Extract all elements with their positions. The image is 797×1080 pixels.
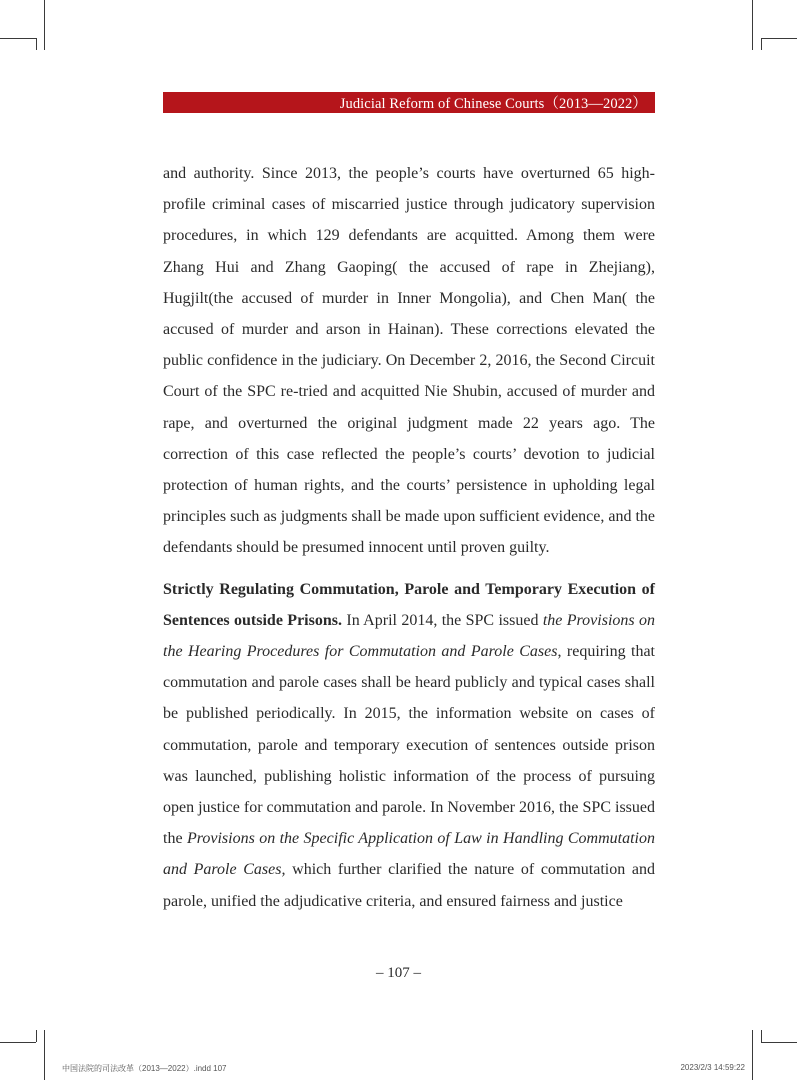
crop-mark xyxy=(0,38,36,39)
paragraph xyxy=(163,574,655,917)
paragraph xyxy=(163,158,655,564)
running-header xyxy=(163,92,655,113)
body-text xyxy=(163,158,655,917)
text-run: In April 2014, the SPC issued xyxy=(341,611,543,629)
crop-mark xyxy=(761,38,762,50)
text-run: , requiring that commutation and parole cases shall be heard publicly and typical cases shall be published periodically. In 2015, the information website on cases of commutation, parole and temporary execution of sentences outside prison was launched, publishing holistic information of the process of pursuing open justice for commutation and parole. In November 2016, the SPC issued the xyxy=(163,643,655,848)
crop-mark xyxy=(761,1042,797,1043)
text-run: which further clarified the nature of commutation and parole, unified the adjudicative criteria, and ensured fairness and justice xyxy=(163,861,655,910)
slug-timestamp: 2023/2/3 14:59:22 xyxy=(680,1063,745,1072)
text-run: and authority. Since 2013, the people’s courts have overturned 65 high-profile criminal cases of miscarried justice through judicatory supervision procedures, in which 129 defendants are acquitted. Among them were Zhang Hui and Zhang Gaoping( the accused of rape in Zhejiang), Hugjilt(the accused of murder in Inner Mongolia), and Chen Man( the accused of murder and arson in Hainan). These corrections elevated the public confidence in the judiciary. On December 2, 2016, the Second Circuit Court of the SPC re-tried and acquitted Nie Shubin, accused of murder and rape, and overturned the original judgment made 22 years ago. The correction of this case reflected the people’s courts’ devotion to judicial protection of human rights, and the courts’ persistence in upholding legal principles such as judgments shall be made upon sufficient evidence, and the defendants should be presumed innocent until proven guilty. xyxy=(163,165,656,557)
document-title-italic: Provisions on the Specific Application of Law in Handling Commutation and Parole Cases, xyxy=(163,830,655,879)
crop-mark xyxy=(44,0,45,50)
crop-mark xyxy=(44,1030,45,1080)
running-title: Judicial Reform of Chinese Courts（2013—2022） xyxy=(339,96,647,112)
crop-mark xyxy=(36,1030,37,1042)
crop-mark xyxy=(752,0,753,50)
page-number: – 107 – xyxy=(376,965,421,981)
slug-file-name: 中国法院的司法改革（2013—2022）.indd 107 xyxy=(62,1064,227,1073)
crop-mark xyxy=(36,38,37,50)
section-lead-heading: Strictly Regulating Commutation, Parole and Temporary Execution of Sentences outside Prisons. xyxy=(163,580,655,629)
document-title-italic: the Provisions on the Hearing Procedures for Commutation and Parole Cases xyxy=(163,611,655,661)
crop-mark xyxy=(761,38,797,39)
crop-mark xyxy=(752,1030,753,1080)
crop-mark xyxy=(0,1042,36,1043)
crop-mark xyxy=(761,1030,762,1042)
